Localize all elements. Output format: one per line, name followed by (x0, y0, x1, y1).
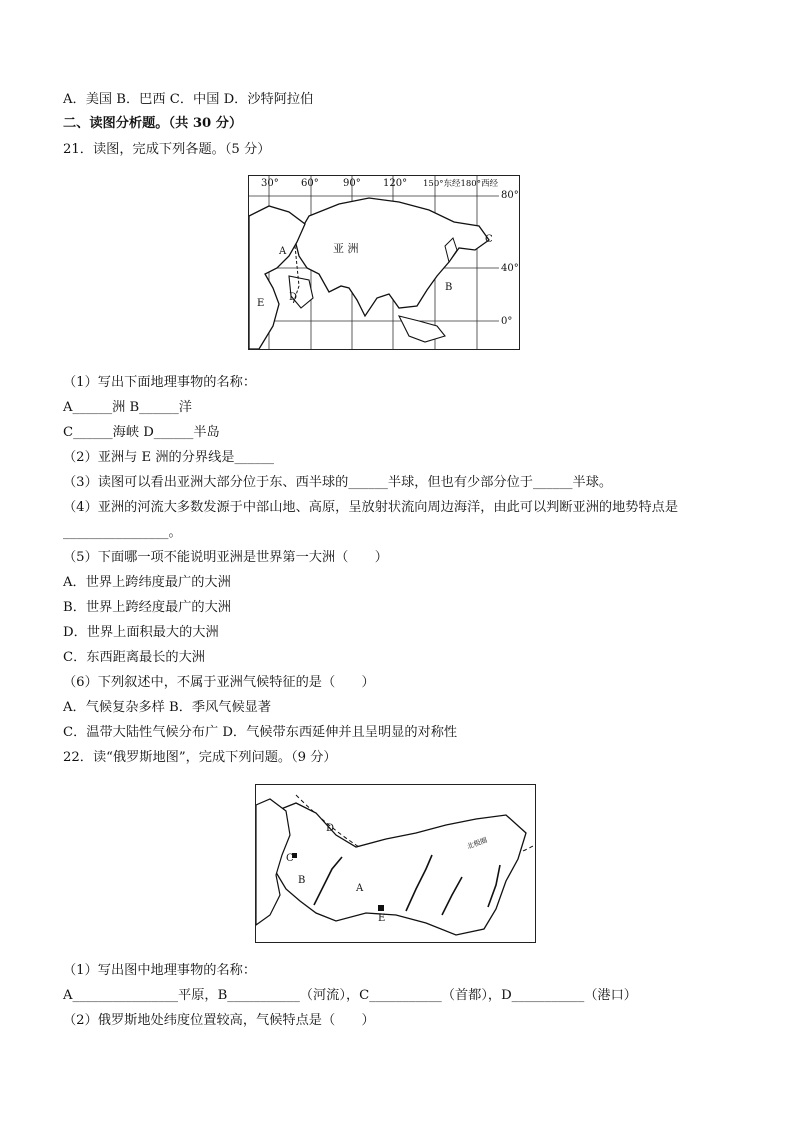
lon-label: 150°东经180°西经 (423, 179, 498, 189)
q21-p4-b: ________________。 (63, 525, 182, 540)
q21-p6: （6）下列叙述中，不属于亚洲气候特征的是（ ） (63, 675, 375, 690)
q21-p5-option: A．世界上跨纬度最广的大洲 (63, 575, 231, 590)
q20-options: A．美国 B．巴西 C．中国 D．沙特阿拉伯 (63, 92, 314, 107)
point-label-c: C (286, 853, 294, 864)
point-label-b: B (298, 875, 306, 886)
point-label-e: E (257, 298, 265, 309)
lon-label: 30° (261, 178, 279, 189)
lat-label: 80° (501, 190, 519, 201)
point-label-a: A (279, 246, 287, 257)
q21-p6-line1: A．气候复杂多样 B．季风气候显著 (63, 700, 272, 715)
q21-p6-line2: C．温带大陆性气候分布广 D．气候带东西延伸并且呈明显的对称性 (63, 725, 458, 740)
q21-p3: （3）读图可以看出亚洲大部分位于东、西半球的______半球，但也有少部分位于______半球。 (63, 475, 613, 490)
lat-label: 40° (501, 263, 519, 274)
city-marker (378, 905, 384, 911)
russia-landmass (266, 803, 526, 935)
asia-map (248, 175, 520, 350)
russia-map-svg (256, 785, 535, 942)
lon-label: 90° (343, 178, 361, 189)
q21-p1-line1: A______洲 B______洋 (63, 400, 192, 415)
asia-map-svg (249, 176, 519, 349)
q21-p1-line2: C______海峡 D______半岛 (63, 425, 220, 440)
russia-map (255, 784, 536, 943)
q21-p5-option: B．世界上跨经度最广的大洲 (63, 600, 231, 615)
q22-stem: 22．读“俄罗斯地图”，完成下列问题。（9 分） (63, 750, 337, 765)
arctic-circle-label: 北极圈 (465, 836, 489, 851)
q21-p4-a: （4）亚洲的河流大多数发源于中部山地、高原，呈放射状流向周边海洋，由此可以判断亚洲的地势特点是 (63, 500, 679, 515)
lon-label: 60° (301, 178, 319, 189)
point-label-c: C (485, 234, 493, 245)
point-label-d: D (289, 292, 298, 303)
q22-p1-answer: A________________平原，B___________（河流），C___________（首都），D___________（港口） (63, 988, 637, 1003)
q22-p1: （1）写出图中地理事物的名称： (63, 963, 257, 978)
q21-p5: （5）下面哪一项不能说明亚洲是世界第一大洲（ ） (63, 550, 388, 565)
point-label-e: E (378, 913, 386, 924)
region-label: 亚 洲 (333, 242, 359, 255)
lon-label: 120° (383, 178, 408, 189)
q21-p2: （2）亚洲与 E 洲的分界线是______ (63, 450, 275, 465)
lat-label: 0° (501, 316, 513, 327)
point-label-b: B (445, 282, 453, 293)
q21-p5-option: D．世界上面积最大的大洲 (63, 625, 219, 640)
q21-p5-option: C．东西距离最长的大洲 (63, 650, 205, 665)
islands-outline (399, 316, 445, 342)
q22-p2: （2）俄罗斯地处纬度位置较高，气候特点是（ ） (63, 1013, 375, 1028)
section-title: 二、读图分析题。（共 30 分） (63, 116, 243, 131)
asia-landmass (295, 198, 489, 316)
point-label-d: D (326, 823, 335, 834)
q21-p1: （1）写出下面地理事物的名称： (63, 375, 257, 390)
q21-stem: 21．读图，完成下列各题。（5 分） (63, 142, 271, 157)
point-label-a: A (356, 883, 364, 894)
